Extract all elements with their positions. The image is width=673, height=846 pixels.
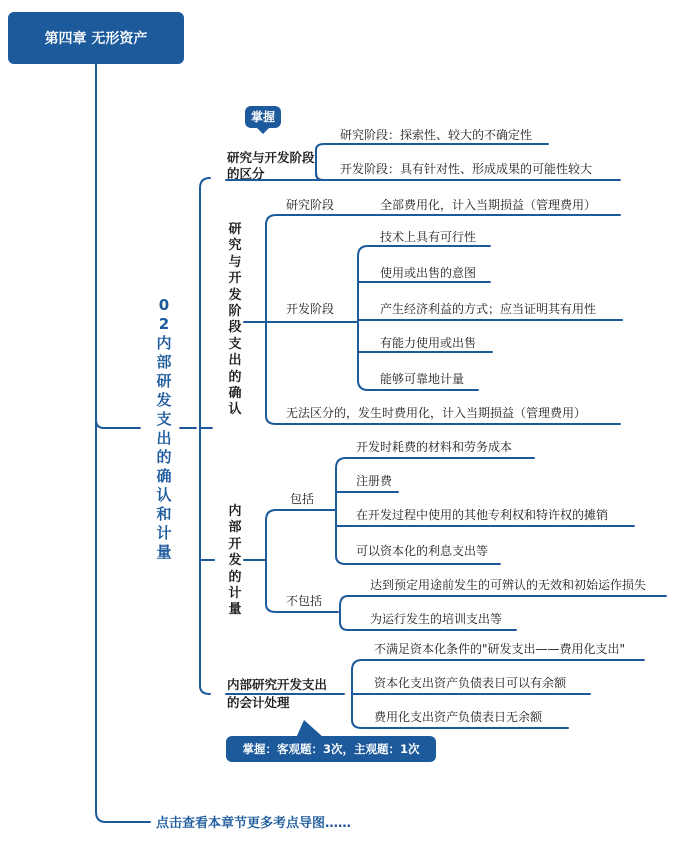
main-topic: 02内部研发支出的确认和计量 — [156, 296, 172, 561]
section4-item-1: 不满足资本化条件的"研发支出——费用化支出" — [374, 642, 626, 656]
more-mindmaps-link[interactable]: 点击查看本章节更多考点导图…… — [156, 816, 352, 831]
section4-item-3: 费用化支出资产负债表日无余额 — [374, 710, 543, 724]
include-item-3: 在开发过程中使用的其他专利权和特许权的摊销 — [356, 508, 609, 522]
exam-frequency-tag: 掌握：客观题：3次，主观题：1次 — [226, 736, 436, 762]
section1-item-2: 开发阶段：具有针对性、形成成果的可能性较大 — [340, 162, 593, 176]
section4-label-line1: 内部研究开发支出 — [227, 677, 328, 692]
mastery-tag: 掌握 — [245, 106, 281, 128]
dev-item-3: 产生经济利益的方式；应当证明其有用性 — [380, 302, 597, 316]
dev-item-2: 使用或出售的意图 — [380, 266, 477, 280]
exclude-label: 不包括 — [286, 594, 323, 608]
section2-label: 研究与开发阶段支出的确认 — [228, 222, 242, 418]
dev-item-5: 能够可靠地计量 — [380, 372, 465, 386]
dev-item-4: 有能力使用或出售 — [380, 336, 477, 350]
section3-label: 内部开发的计量 — [228, 504, 242, 618]
section4-label-line2: 的会计处理 — [227, 695, 290, 710]
research-stage-item: 全部费用化，计入当期损益（管理费用） — [380, 198, 597, 212]
dev-stage-label: 开发阶段 — [286, 302, 335, 316]
section4-item-2: 资本化支出资产负债表日可以有余额 — [374, 676, 567, 690]
research-stage-label: 研究阶段 — [286, 198, 335, 212]
include-item-4: 可以资本化的利息支出等 — [356, 544, 489, 558]
dev-item-1: 技术上具有可行性 — [380, 230, 477, 244]
exclude-item-2: 为运行发生的培训支出等 — [370, 612, 503, 626]
section1-item-1: 研究阶段：探索性、较大的不确定性 — [340, 128, 533, 142]
exclude-item-1: 达到预定用途前发生的可辨认的无效和初始运作损失 — [370, 578, 647, 592]
include-label: 包括 — [290, 492, 315, 506]
include-item-1: 开发时耗费的材料和劳务成本 — [356, 440, 513, 454]
mastery-tag-pointer — [256, 127, 270, 135]
include-item-2: 注册费 — [356, 474, 393, 488]
section1-label: 研究与开发阶段的区分 — [227, 150, 315, 181]
undistinguished-item: 无法区分的，发生时费用化，计入当期损益（管理费用） — [286, 406, 587, 420]
chapter-title: 第四章 无形资产 — [8, 12, 184, 64]
